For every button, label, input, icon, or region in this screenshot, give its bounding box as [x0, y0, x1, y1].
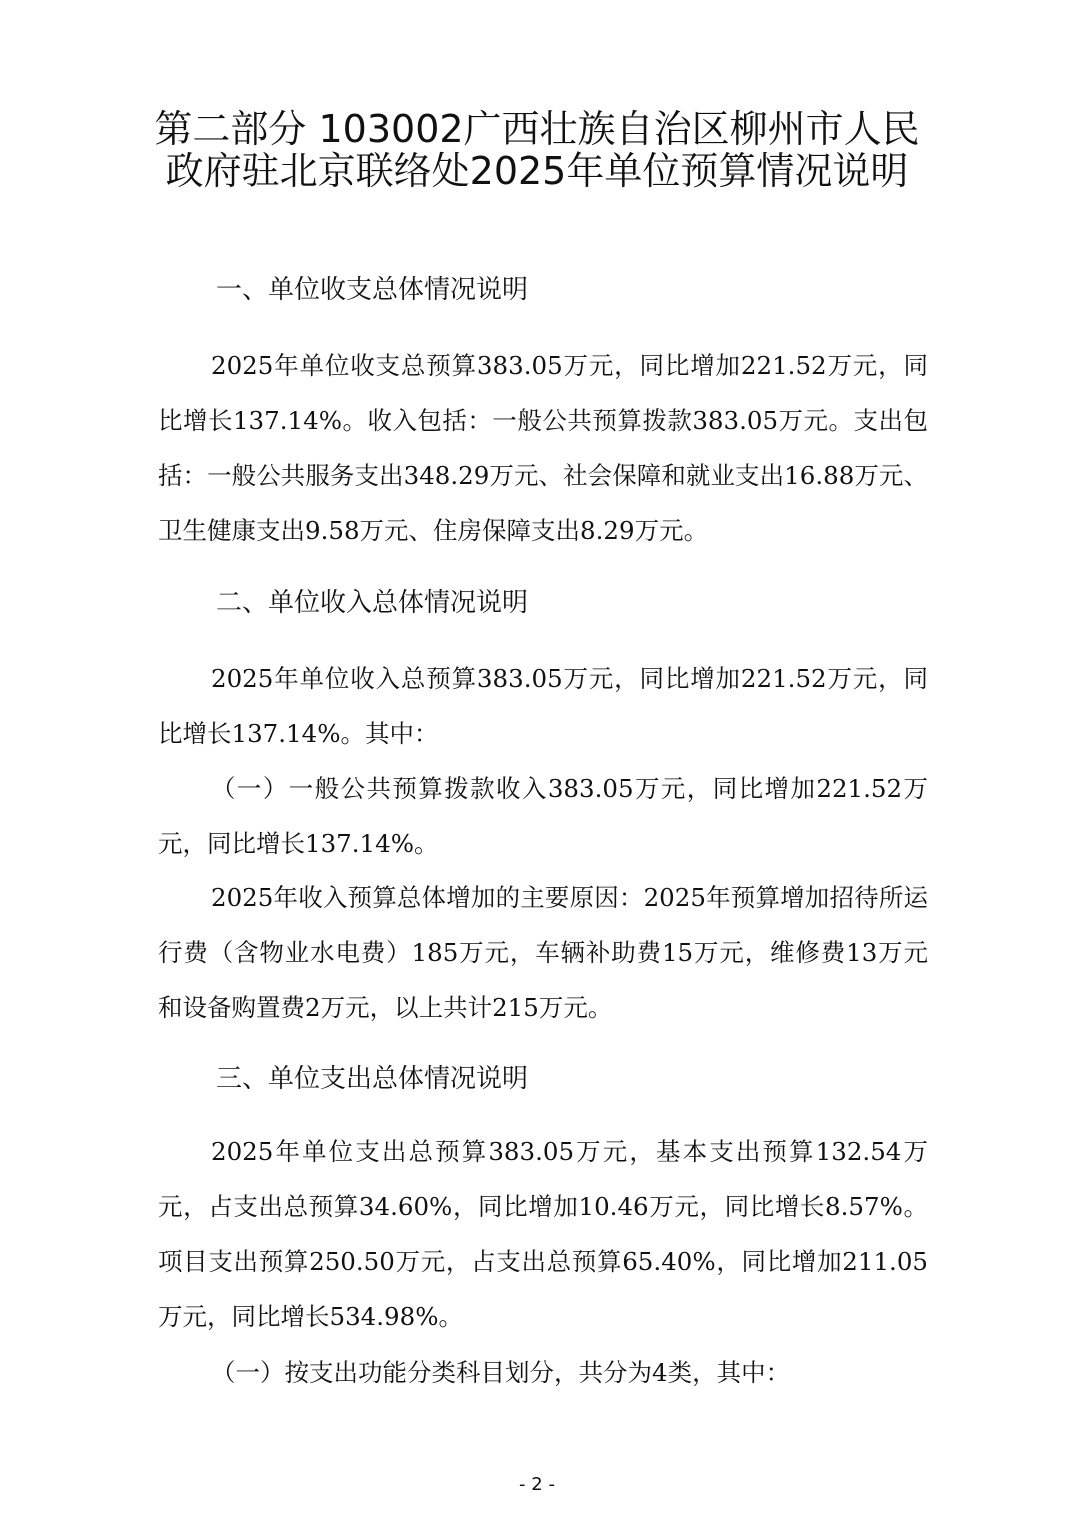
paragraph-3-2: （一）按支出功能分类科目划分，共分为4类，其中：	[211, 1358, 791, 1387]
page-number: - 2 -	[519, 1474, 555, 1495]
paragraph-3-1: 2025年单位支出总预算383.05万元，基本支出预算132.54万元，占支出总预算34.60%，同比增加10.46万元，同比增长8.57%。项目支出预算250.50万元，占支出总预算65.40%，同比增加211.05万元，同比增长534.98%。	[158, 1137, 928, 1331]
paragraph-1-1: 2025年单位收支总预算383.05万元，同比增加221.52万元，同比增长137.14%。收入包括：一般公共预算拨款383.05万元。支出包括：一般公共服务支出348.29万元、社会保障和就业支出16.88万元、卫生健康支出9.58万元、住房保障支出8.29万元。	[158, 351, 928, 545]
document-title: 第二部分 103002广西壮族自治区柳州市人民政府驻北京联络处2025年单位预算情况说明	[154, 107, 920, 193]
paragraph-2-2: （一）一般公共预算拨款收入383.05万元，同比增加221.52万元，同比增长137.14%。	[158, 774, 928, 858]
section-heading-3: 三、单位支出总体情况说明	[216, 1064, 529, 1094]
section-heading-2: 二、单位收入总体情况说明	[216, 588, 529, 618]
paragraph-2-3: 2025年收入预算总体增加的主要原因：2025年预算增加招待所运行费（含物业水电费）185万元，车辆补助费15万元，维修费13万元和设备购置费2万元，以上共计215万元。	[158, 883, 928, 1022]
paragraph-2-1: 2025年单位收入总预算383.05万元，同比增加221.52万元，同比增长137.14%。其中：	[158, 664, 928, 748]
section-heading-1: 一、单位收支总体情况说明	[216, 275, 529, 305]
